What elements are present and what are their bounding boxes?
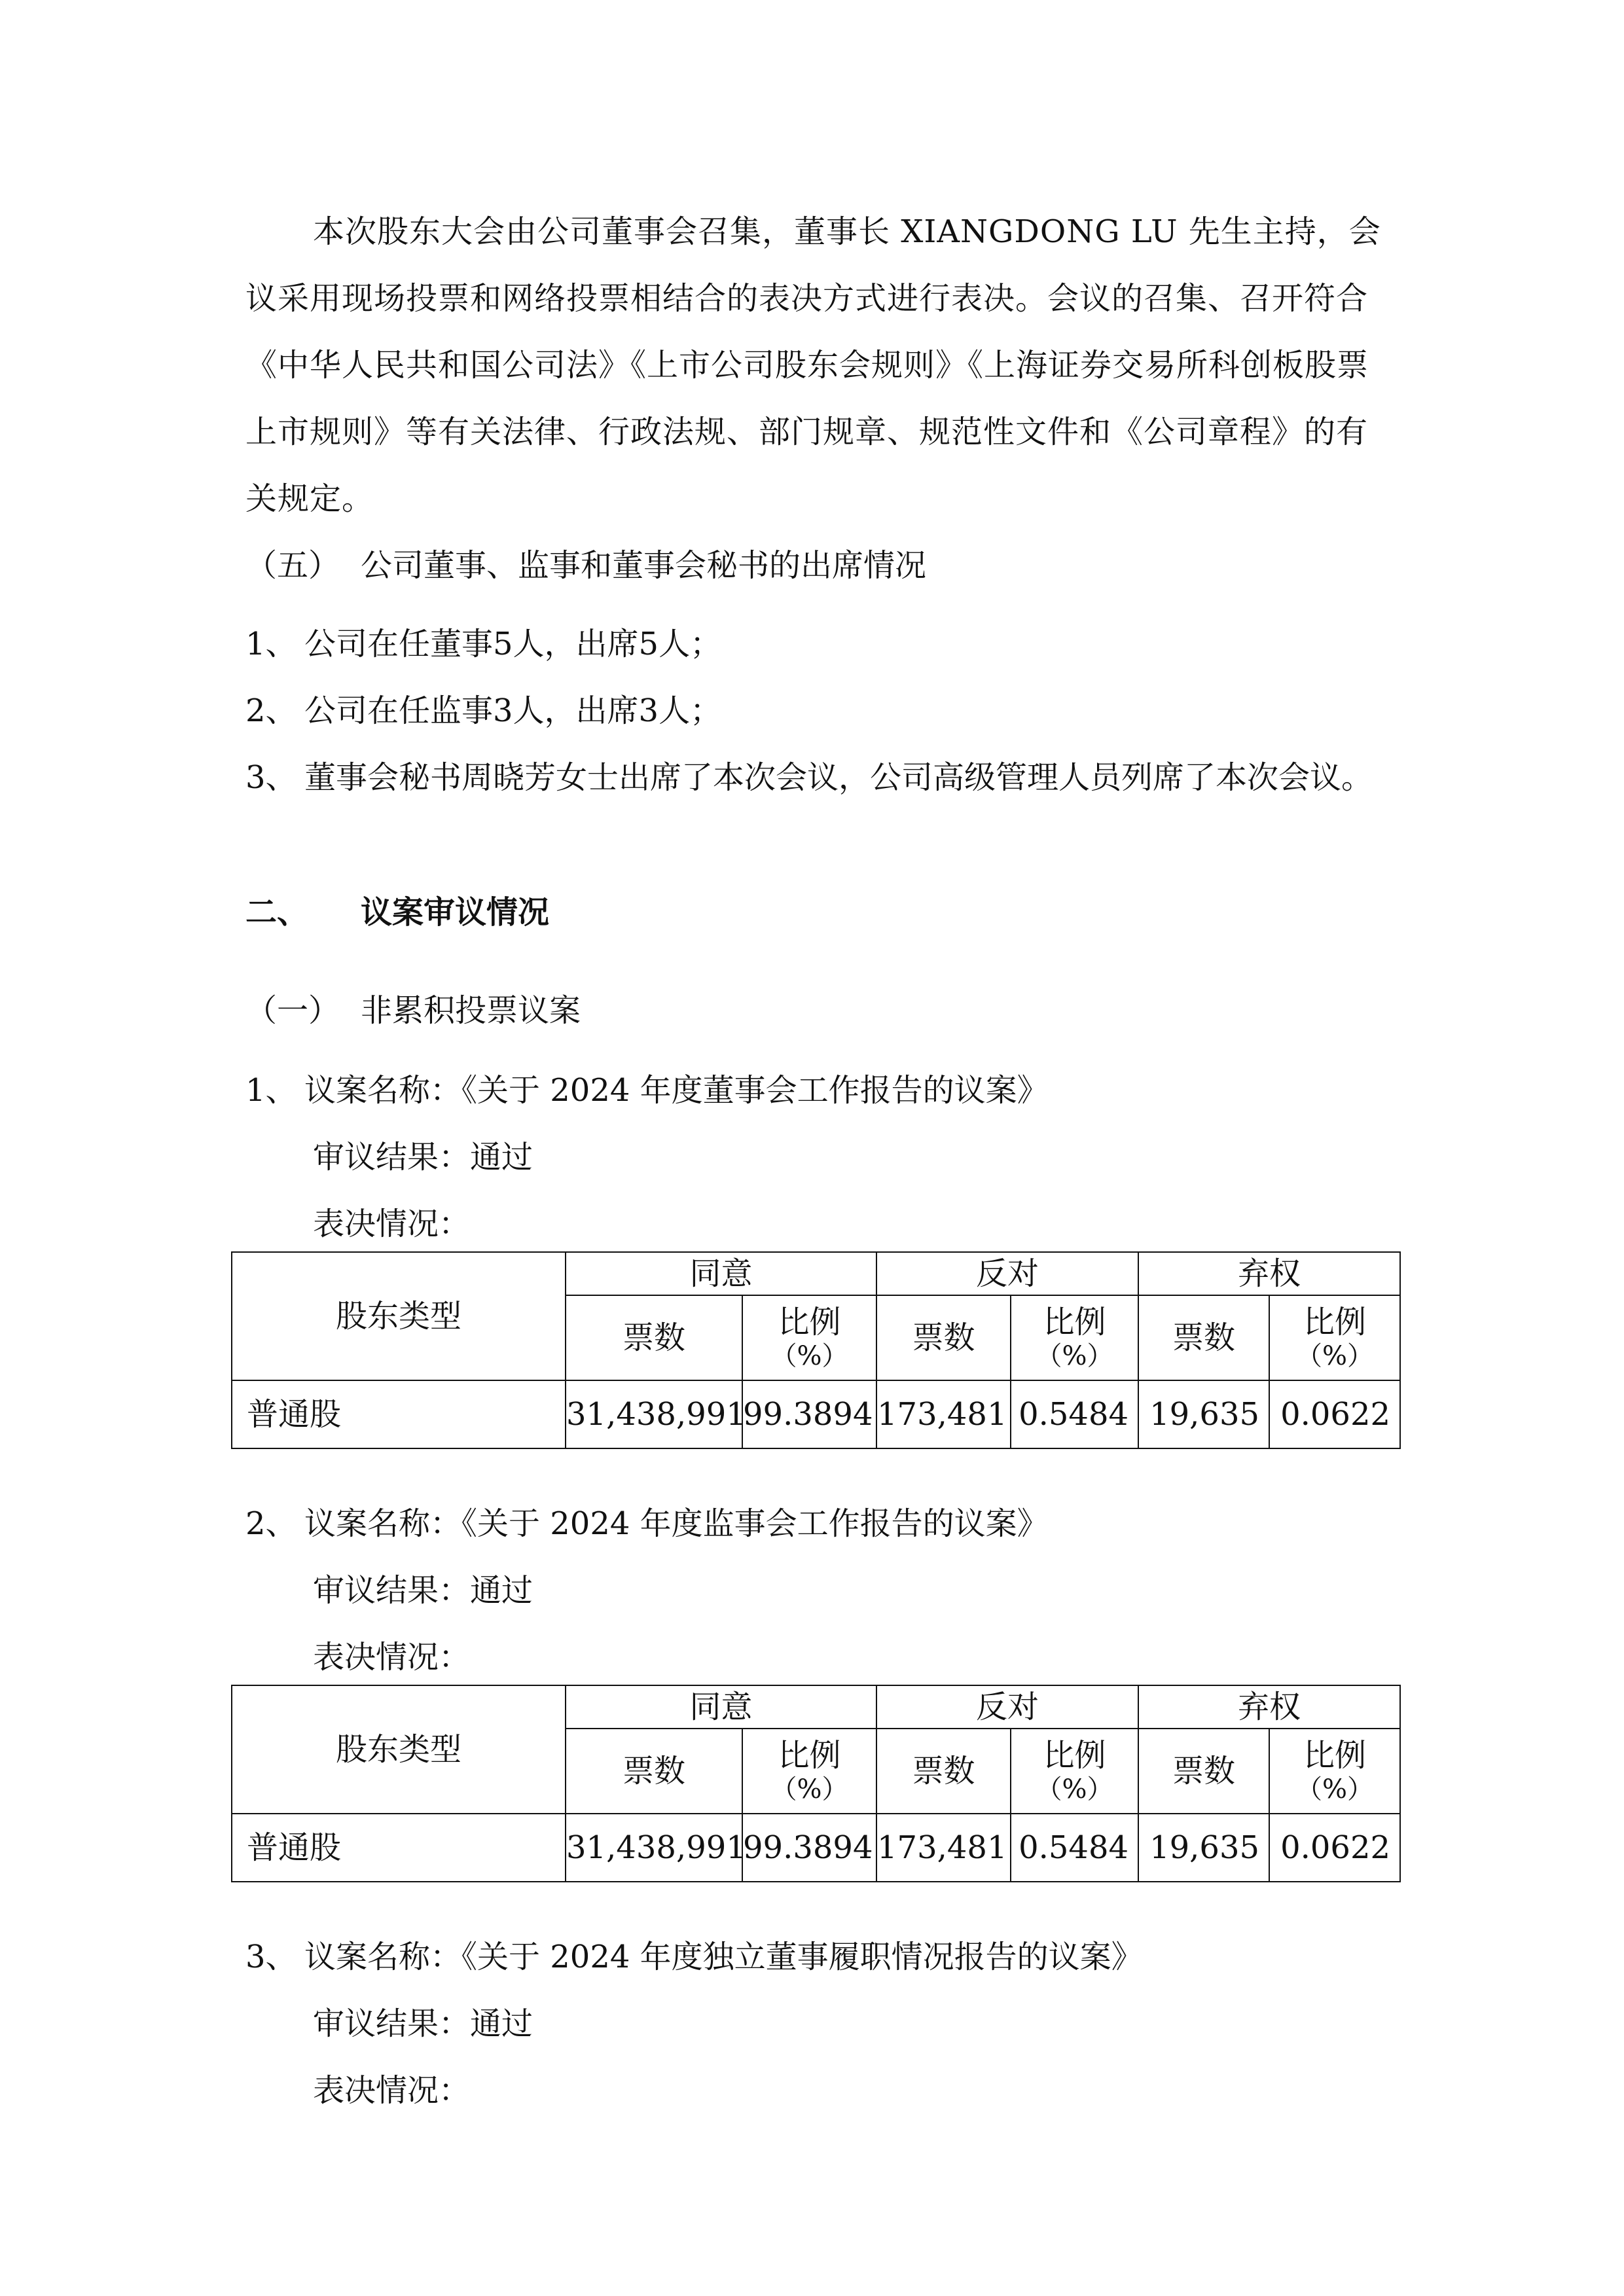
cell-oppose-ratio: 0.5484	[1011, 1814, 1138, 1882]
cell-agree-votes: 31,438,991	[566, 1380, 742, 1448]
item-number: 3、	[245, 759, 297, 796]
percent-label: （%）	[1296, 1774, 1374, 1804]
table-header-row	[232, 1252, 1400, 1295]
item-text: 公司在任董事5人，出席5人；	[304, 626, 722, 662]
cell-oppose-votes: 173,481	[876, 1814, 1011, 1882]
ratio-label: 比例	[778, 1304, 841, 1340]
motion-2-vote-label: 表决情况：	[313, 1639, 471, 1676]
cell-abstain-votes: 19,635	[1138, 1380, 1269, 1448]
header-oppose: 反对	[876, 1252, 1138, 1295]
motion-1-vote-label: 表决情况：	[313, 1206, 471, 1242]
cell-oppose-ratio: 0.5484	[1011, 1380, 1138, 1448]
cell-shareholder-type: 普通股	[232, 1814, 566, 1882]
cell-agree-ratio: 99.3894	[742, 1380, 876, 1448]
attendance-item-1	[245, 623, 1398, 665]
table-row	[232, 1380, 1400, 1448]
motion-2-name	[245, 1503, 1398, 1545]
percent-label: （%）	[1036, 1341, 1113, 1371]
ratio-label: 比例	[1303, 1737, 1367, 1774]
cell-agree-votes: 31,438,991	[566, 1814, 742, 1882]
motion-title: 议案名称：《关于 2024 年度独立董事履职情况报告的议案》	[304, 1939, 1143, 1975]
header-oppose: 反对	[876, 1685, 1138, 1729]
motion-title: 议案名称：《关于 2024 年度监事会工作报告的议案》	[304, 1505, 1049, 1542]
motion-3-name	[245, 1936, 1398, 1978]
motion-number: 2、	[245, 1505, 297, 1542]
percent-label: （%）	[770, 1774, 848, 1804]
cell-abstain-votes: 19,635	[1138, 1814, 1269, 1882]
attendance-item-3	[245, 757, 1398, 798]
ratio-label: 比例	[778, 1737, 841, 1774]
subsection-heading	[245, 990, 1398, 1031]
subsection-title: 非累积投票议案	[361, 992, 581, 1029]
intro-line-2: 议采用现场投票和网络投票相结合的表决方式进行表决。会议的召集、召开符合	[245, 280, 1369, 317]
section-heading	[245, 891, 1398, 933]
header-ratio	[1011, 1295, 1138, 1380]
intro-line-3: 《中华人民共和国公司法》《上市公司股东会规则》《上海证券交易所科创板股票	[245, 347, 1369, 384]
motion-2-result: 审议结果：通过	[313, 1572, 533, 1609]
cell-agree-ratio: 99.3894	[742, 1814, 876, 1882]
section-label: 二、	[245, 894, 309, 931]
motion-3-result: 审议结果：通过	[313, 2005, 533, 2042]
motion-number: 3、	[245, 1939, 297, 1975]
header-agree: 同意	[566, 1252, 876, 1295]
ratio-label: 比例	[1303, 1304, 1367, 1340]
motion-3-vote-label: 表决情况：	[313, 2072, 471, 2109]
intro-line-4: 上市规则》等有关法律、行政法规、部门规章、规范性文件和《公司章程》的有	[245, 414, 1369, 450]
motion-2-vote-table	[231, 1685, 1401, 1882]
item-text: 董事会秘书周晓芳女士出席了本次会议，公司高级管理人员列席了本次会议。	[304, 759, 1373, 796]
header-abstain: 弃权	[1138, 1685, 1400, 1729]
header-votes: 票数	[876, 1729, 1011, 1814]
attendance-heading	[245, 545, 1398, 586]
percent-label: （%）	[1036, 1774, 1113, 1804]
header-shareholder-type: 股东类型	[232, 1252, 566, 1380]
percent-label: （%）	[770, 1341, 848, 1371]
header-votes: 票数	[566, 1295, 742, 1380]
intro-line-1: 本次股东大会由公司董事会召集，董事长 XIANGDONG LU 先生主持，会	[313, 213, 1381, 250]
header-votes: 票数	[1138, 1729, 1269, 1814]
motion-title: 议案名称：《关于 2024 年度董事会工作报告的议案》	[304, 1072, 1049, 1109]
motion-number: 1、	[245, 1072, 297, 1109]
ratio-label: 比例	[1043, 1304, 1106, 1340]
cell-abstain-ratio: 0.0622	[1269, 1814, 1400, 1882]
item-number: 1、	[245, 626, 297, 662]
header-ratio	[1269, 1295, 1400, 1380]
cell-abstain-ratio: 0.0622	[1269, 1380, 1400, 1448]
header-votes: 票数	[1138, 1295, 1269, 1380]
motion-1-result: 审议结果：通过	[313, 1139, 533, 1175]
attendance-label: （五）	[245, 547, 340, 584]
table-header-row	[232, 1685, 1400, 1729]
ratio-label: 比例	[1043, 1737, 1106, 1774]
header-ratio	[1011, 1729, 1138, 1814]
item-text: 公司在任监事3人，出席3人；	[304, 692, 722, 729]
section-title: 议案审议情况	[361, 894, 550, 931]
subsection-label: （一）	[245, 992, 340, 1029]
header-agree: 同意	[566, 1685, 876, 1729]
motion-1-name	[245, 1069, 1398, 1111]
intro-line-5: 关规定。	[245, 480, 374, 517]
percent-label: （%）	[1296, 1341, 1374, 1371]
cell-oppose-votes: 173,481	[876, 1380, 1011, 1448]
header-abstain: 弃权	[1138, 1252, 1400, 1295]
header-votes: 票数	[876, 1295, 1011, 1380]
cell-shareholder-type: 普通股	[232, 1380, 566, 1448]
header-ratio	[742, 1295, 876, 1380]
attendance-title: 公司董事、监事和董事会秘书的出席情况	[361, 547, 927, 584]
header-ratio	[1269, 1729, 1400, 1814]
attendance-item-2	[245, 690, 1398, 732]
item-number: 2、	[245, 692, 297, 729]
table-row	[232, 1814, 1400, 1882]
header-shareholder-type: 股东类型	[232, 1685, 566, 1814]
header-votes: 票数	[566, 1729, 742, 1814]
motion-1-vote-table	[231, 1251, 1401, 1449]
header-ratio	[742, 1729, 876, 1814]
